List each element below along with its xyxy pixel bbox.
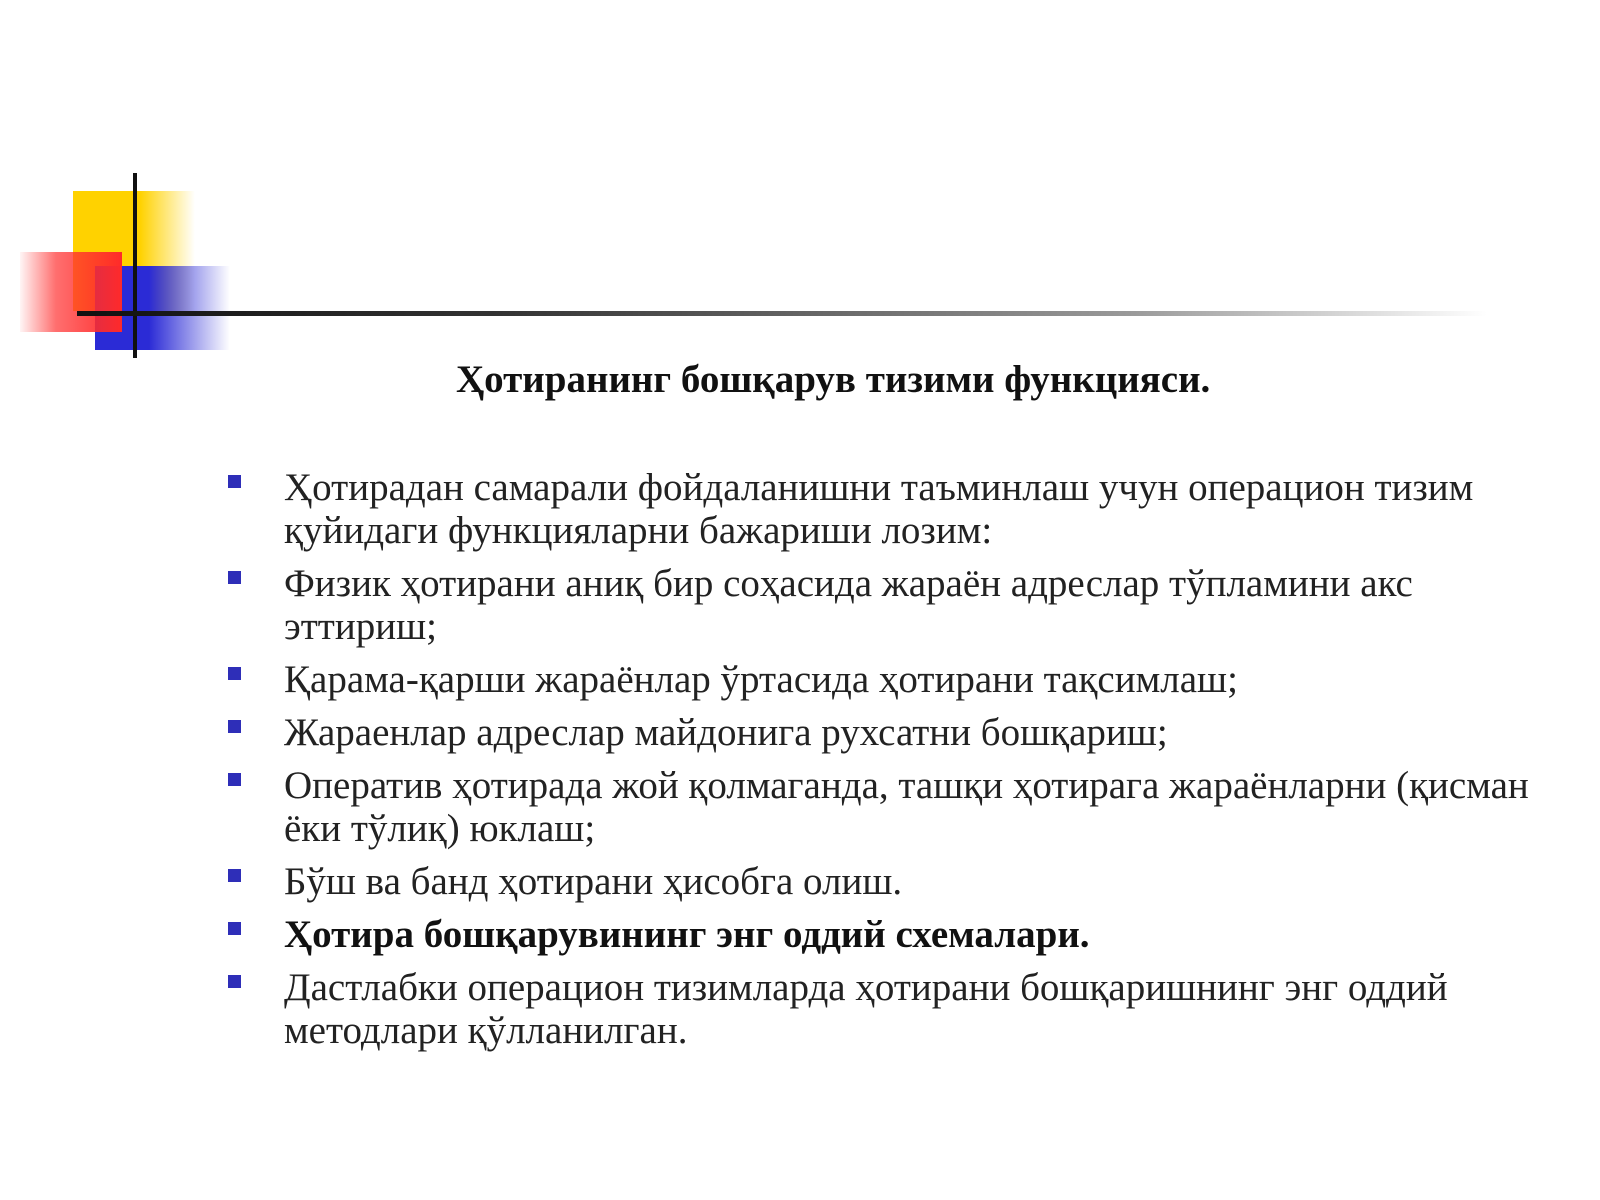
bullet-text: Физик ҳотирани аниқ бир соҳасида жараён адреслар тўпламини акс эттириш; (284, 562, 1413, 648)
decor-horizontal-line (77, 311, 1487, 316)
bullet-item (228, 764, 1568, 850)
decor-red-square (20, 252, 122, 332)
bullet-item (228, 562, 1568, 648)
bullet-item (228, 466, 1568, 552)
square-bullet-icon (228, 667, 241, 680)
slide-title: Ҳотиранинг бошқарув тизими функцияси. (456, 358, 1211, 401)
square-bullet-icon (228, 922, 241, 935)
bullet-item (228, 860, 1568, 903)
bullet-text: Бўш ва банд ҳотирани ҳисобга олиш. (284, 860, 903, 903)
bullet-item (228, 966, 1568, 1052)
bullet-text: Ҳотирадан самарали фойдаланишни таъминлаш учун операцион тизим қуйидаги функцияларни бажариши лозим: (284, 466, 1474, 552)
square-bullet-icon (228, 571, 241, 584)
bullet-item (228, 658, 1568, 701)
square-bullet-icon (228, 720, 241, 733)
bullet-item-heading (228, 913, 1568, 956)
square-bullet-icon (228, 975, 241, 988)
bullet-text: Қарама-қарши жараёнлар ўртасида ҳотирани тақсимлаш; (284, 658, 1238, 701)
bullet-text: Ҳотира бошқарувининг энг оддий схемалари. (284, 913, 1090, 956)
bullet-list (228, 466, 1568, 1062)
decor-vertical-line (133, 173, 137, 358)
bullet-text: Жараенлар адреслар майдонига рухсатни бошқариш; (284, 711, 1168, 754)
square-bullet-icon (228, 869, 241, 882)
square-bullet-icon (228, 475, 241, 488)
square-bullet-icon (228, 773, 241, 786)
bullet-text: Оператив ҳотирада жой қолмаганда, ташқи ҳотирага жараёнларни (қисман ёки тўлиқ) юклаш; (284, 764, 1529, 850)
bullet-item (228, 711, 1568, 754)
bullet-text: Дастлабки операцион тизимларда ҳотирани бошқаришнинг энг оддий методлари қўлланилган. (284, 966, 1448, 1052)
